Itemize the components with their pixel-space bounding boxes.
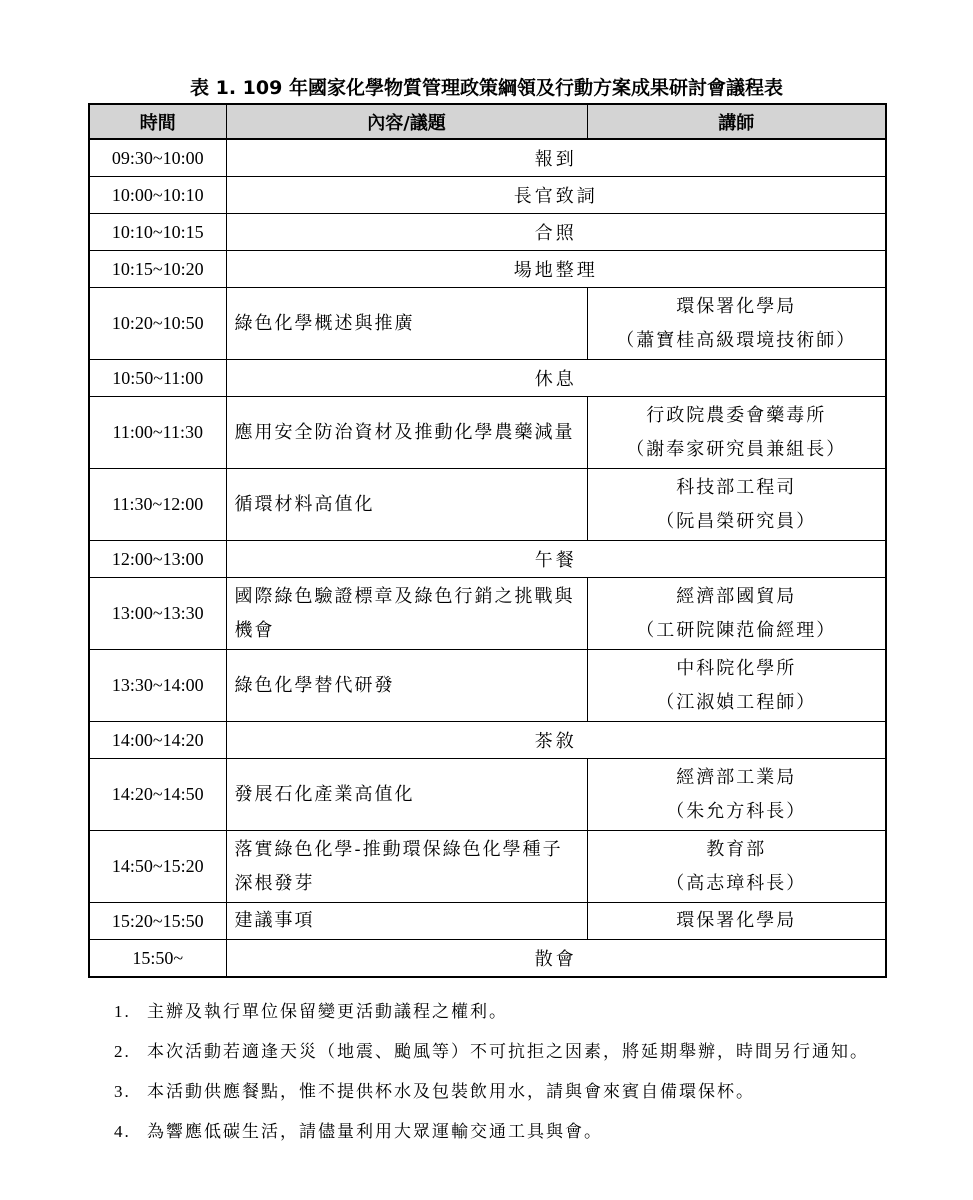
time-cell: 11:30~12:00	[89, 469, 226, 541]
session-label-cell: 茶敘	[226, 722, 886, 759]
time-cell: 10:15~10:20	[89, 251, 226, 288]
speaker-org: 教育部	[706, 838, 767, 860]
topic-cell: 發展石化產業高值化	[226, 759, 587, 831]
time-cell: 13:00~13:30	[89, 578, 226, 650]
speaker-cell	[587, 288, 886, 360]
time-cell: 12:00~13:00	[89, 541, 226, 578]
agenda-body	[89, 139, 886, 977]
table-row	[89, 139, 886, 177]
topic-cell: 綠色化學替代研發	[226, 650, 587, 722]
table-row	[89, 578, 886, 650]
header-speaker: 講師	[587, 104, 886, 139]
session-label-cell: 場地整理	[226, 251, 886, 288]
table-row	[89, 177, 886, 214]
header-topic: 內容/議題	[226, 104, 587, 139]
table-row	[89, 541, 886, 578]
note-item	[114, 1116, 904, 1148]
speaker-cell	[587, 397, 886, 469]
speaker-name: （工研院陳范倫經理）	[636, 619, 837, 641]
speaker-org: 經濟部國貿局	[676, 585, 797, 607]
speaker-org: 環保署化學局	[676, 295, 797, 317]
speaker-name: （朱允方科長）	[666, 800, 807, 822]
note-number: 4.	[114, 1122, 131, 1141]
note-number: 2.	[114, 1042, 131, 1061]
speaker-org: 環保署化學局	[676, 910, 797, 931]
table-row	[89, 397, 886, 469]
speaker-name: （蕭寶桂高級環境技術師）	[616, 329, 857, 351]
time-cell: 10:10~10:15	[89, 214, 226, 251]
table-row	[89, 469, 886, 541]
speaker-cell	[587, 759, 886, 831]
time-cell: 10:20~10:50	[89, 288, 226, 360]
session-label-cell: 散會	[226, 940, 886, 978]
speaker-name: （阮昌榮研究員）	[656, 510, 817, 532]
time-cell: 10:00~10:10	[89, 177, 226, 214]
topic-cell: 國際綠色驗證標章及綠色行銷之挑戰與機會	[226, 578, 587, 650]
time-cell: 10:50~11:00	[89, 360, 226, 397]
speaker-name: （高志璋科長）	[666, 872, 807, 894]
speaker-org: 中科院化學所	[676, 657, 797, 679]
table-row	[89, 903, 886, 940]
note-text: 本活動供應餐點，惟不提供杯水及包裝飲用水，請與會來賓自備環保杯。	[147, 1082, 755, 1102]
session-label-cell: 長官致詞	[226, 177, 886, 214]
speaker-name: （謝奉家研究員兼組長）	[626, 438, 847, 460]
topic-cell: 循環材料高值化	[226, 469, 587, 541]
time-cell: 13:30~14:00	[89, 650, 226, 722]
table-row	[89, 251, 886, 288]
note-text: 主辦及執行單位保留變更活動議程之權利。	[147, 1002, 508, 1022]
table-header-row	[89, 104, 886, 139]
note-item	[114, 1076, 904, 1108]
table-row	[89, 940, 886, 978]
speaker-org: 經濟部工業局	[676, 766, 797, 788]
document-title: 表 1. 109 年國家化學物質管理政策綱領及行動方案成果研討會議程表	[190, 77, 783, 99]
table-row	[89, 214, 886, 251]
time-cell: 14:00~14:20	[89, 722, 226, 759]
speaker-org: 行政院農委會藥毒所	[646, 404, 827, 426]
note-item	[114, 996, 904, 1028]
note-number: 1.	[114, 1002, 131, 1021]
topic-cell: 應用安全防治資材及推動化學農藥減量	[226, 397, 587, 469]
table-row	[89, 831, 886, 903]
time-cell: 15:50~	[89, 940, 226, 978]
table-row	[89, 288, 886, 360]
agenda-table	[88, 103, 887, 978]
time-cell: 15:20~15:50	[89, 903, 226, 940]
note-text: 本次活動若適逢天災（地震、颱風等）不可抗拒之因素，將延期舉辦，時間另行通知。	[147, 1042, 869, 1062]
session-label-cell: 報到	[226, 139, 886, 177]
notes-list	[114, 996, 904, 1156]
table-row	[89, 722, 886, 759]
time-cell: 14:20~14:50	[89, 759, 226, 831]
table-row	[89, 650, 886, 722]
topic-cell: 綠色化學概述與推廣	[226, 288, 587, 360]
speaker-cell	[587, 650, 886, 722]
note-item	[114, 1036, 904, 1068]
speaker-cell	[587, 903, 886, 940]
session-label-cell: 合照	[226, 214, 886, 251]
session-label-cell: 午餐	[226, 541, 886, 578]
time-cell: 11:00~11:30	[89, 397, 226, 469]
note-number: 3.	[114, 1082, 131, 1101]
header-time: 時間	[89, 104, 226, 139]
topic-cell: 落實綠色化學-推動環保綠色化學種子深根發芽	[226, 831, 587, 903]
table-row	[89, 759, 886, 831]
session-label-cell: 休息	[226, 360, 886, 397]
speaker-cell	[587, 831, 886, 903]
time-cell: 09:30~10:00	[89, 139, 226, 177]
speaker-cell	[587, 469, 886, 541]
speaker-cell	[587, 578, 886, 650]
speaker-name: （江淑媜工程師）	[656, 691, 817, 713]
time-cell: 14:50~15:20	[89, 831, 226, 903]
speaker-org: 科技部工程司	[676, 476, 797, 498]
note-text: 為響應低碳生活，請儘量利用大眾運輸交通工具與會。	[147, 1122, 603, 1142]
table-row	[89, 360, 886, 397]
topic-cell: 建議事項	[226, 903, 587, 940]
